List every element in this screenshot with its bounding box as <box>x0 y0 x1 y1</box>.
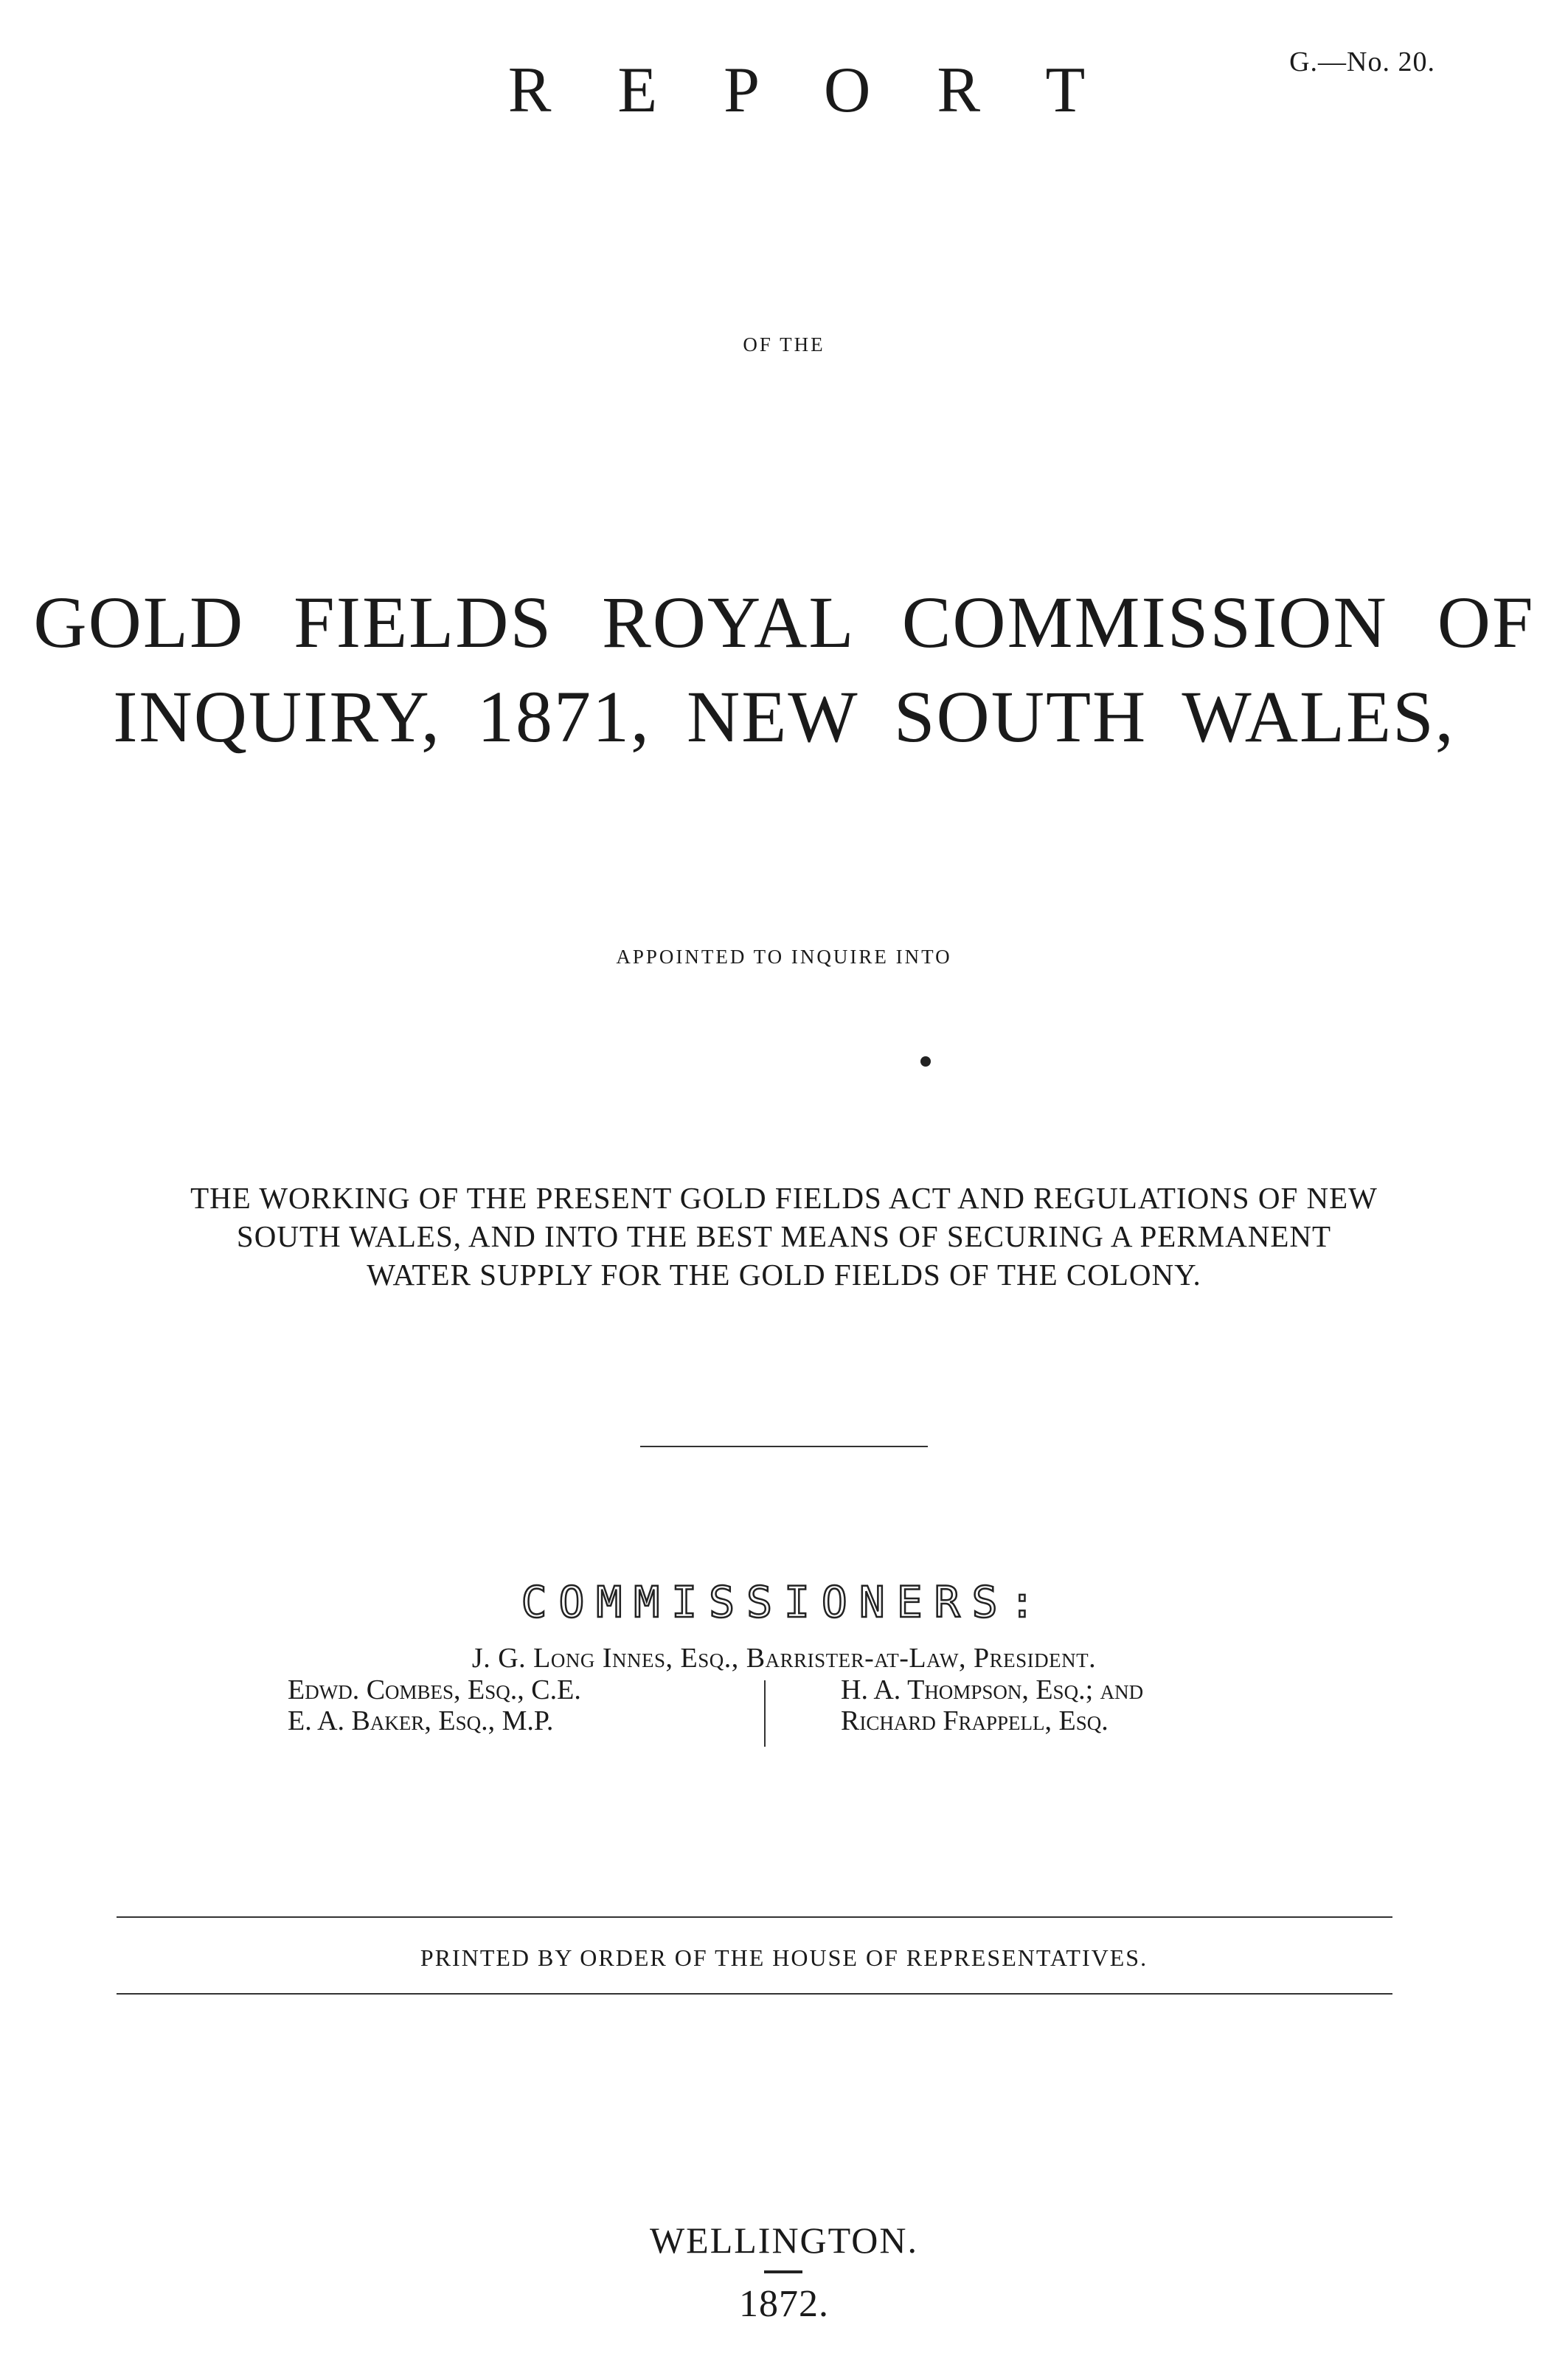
main-title-line-1: GOLD FIELDS ROYAL COMMISSION OF <box>33 581 1535 663</box>
purpose-line-2: SOUTH WALES, AND INTO THE BEST MEANS OF SECURING A PERMANENT <box>236 1219 1332 1253</box>
of-the-label: OF THE <box>743 333 825 356</box>
commissioner-name: H. A. Thompson, Esq.; and <box>841 1674 1144 1705</box>
printed-by-bottom-rule <box>117 1993 1392 1995</box>
main-title <box>0 575 1568 764</box>
main-title-line-2: INQUIRY, 1871, NEW SOUTH WALES, <box>113 676 1455 758</box>
commissioners-heading: COMMISSIONERS: <box>521 1577 1047 1627</box>
commissioners-left-column <box>288 1674 581 1736</box>
purpose-line-3: WATER SUPPLY FOR THE GOLD FIELDS OF THE COLONY. <box>367 1258 1201 1292</box>
purpose-line-1: THE WORKING OF THE PRESENT GOLD FIELDS ACT AND REGULATIONS OF NEW <box>190 1181 1378 1215</box>
commissioner-name: E. A. Baker, Esq., M.P. <box>288 1705 554 1736</box>
bullet-mark <box>920 1056 931 1067</box>
imprint-rule <box>764 2270 802 2273</box>
purpose-statement <box>0 1179 1568 1294</box>
printed-by-top-rule <box>117 1916 1392 1918</box>
divider-rule <box>640 1446 928 1447</box>
commissioner-name: Richard Frappell, Esq. <box>841 1705 1109 1736</box>
imprint-place: WELLINGTON. <box>649 2220 919 2261</box>
column-divider <box>764 1680 766 1747</box>
document-number: G.—No. 20. <box>1289 46 1435 77</box>
printed-by-notice: PRINTED BY ORDER OF THE HOUSE OF REPRESENTATIVES. <box>420 1944 1148 1971</box>
commissioner-name: Edwd. Combes, Esq., C.E. <box>288 1674 581 1705</box>
imprint-year: 1872. <box>739 2283 829 2325</box>
commissioners-right-column <box>841 1674 1143 1736</box>
president-line: J. G. Long Innes, Esq., Barrister-at-Law, President. <box>471 1643 1097 1674</box>
appointed-label: APPOINTED TO INQUIRE INTO <box>616 946 952 968</box>
report-title: R E P O R T <box>507 55 1111 126</box>
